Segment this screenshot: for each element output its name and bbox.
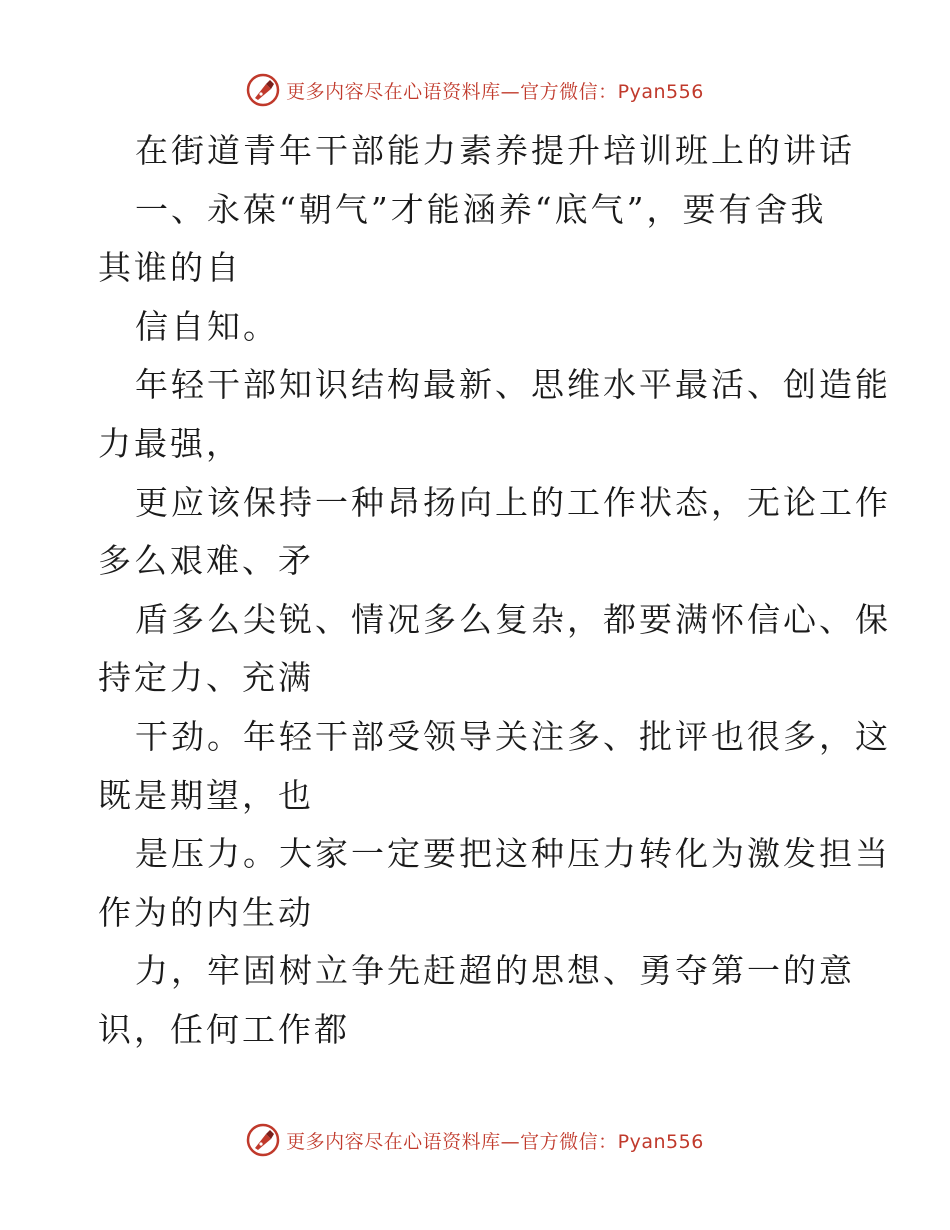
paragraph-line: 作为的内生动 [98,892,314,932]
paragraph-line: 更应该保持一种昂扬向上的工作状态，无论工作 [135,482,891,522]
paragraph-line: 既是期望，也 [98,775,314,815]
paragraph-line: 是压力。大家一定要把这种压力转化为激发担当 [135,834,891,874]
footer-banner [0,1120,950,1160]
paragraph-line: 信自知。 [135,306,279,346]
paragraph-line: 一、永葆“朝气”才能涵养“底气”，要有舍我 [135,189,827,229]
paragraph-line: 力最强， [98,423,242,463]
paragraph-line: 年轻干部知识结构最新、思维水平最活、创造能 [135,365,891,405]
document-body [98,122,891,1060]
paragraph-line: 干劲。年轻干部受领导关注多、批评也很多，这 [135,716,891,756]
paragraph-line: 多么艰难、矛 [98,541,314,581]
document-title: 在街道青年干部能力素养提升培训班上的讲话 [135,131,855,170]
footer-banner-text: 更多内容尽在心语资料库—官方微信：Pyan556 [286,1130,704,1153]
paragraph-line: 识，任何工作都 [98,1009,350,1049]
header-banner-text: 更多内容尽在心语资料库—官方微信：Pyan556 [286,80,704,103]
pen-nib-logo-icon [246,73,280,107]
paragraph-line: 盾多么尖锐、情况多么复杂，都要满怀信心、保 [135,599,891,639]
paragraph-line: 持定力、充满 [98,658,314,698]
header-banner [0,70,950,110]
pen-nib-logo-icon [246,1123,280,1157]
paragraph-line: 其谁的自 [98,248,242,288]
paragraph-line: 力，牢固树立争先赶超的思想、勇夺第一的意 [135,951,855,991]
